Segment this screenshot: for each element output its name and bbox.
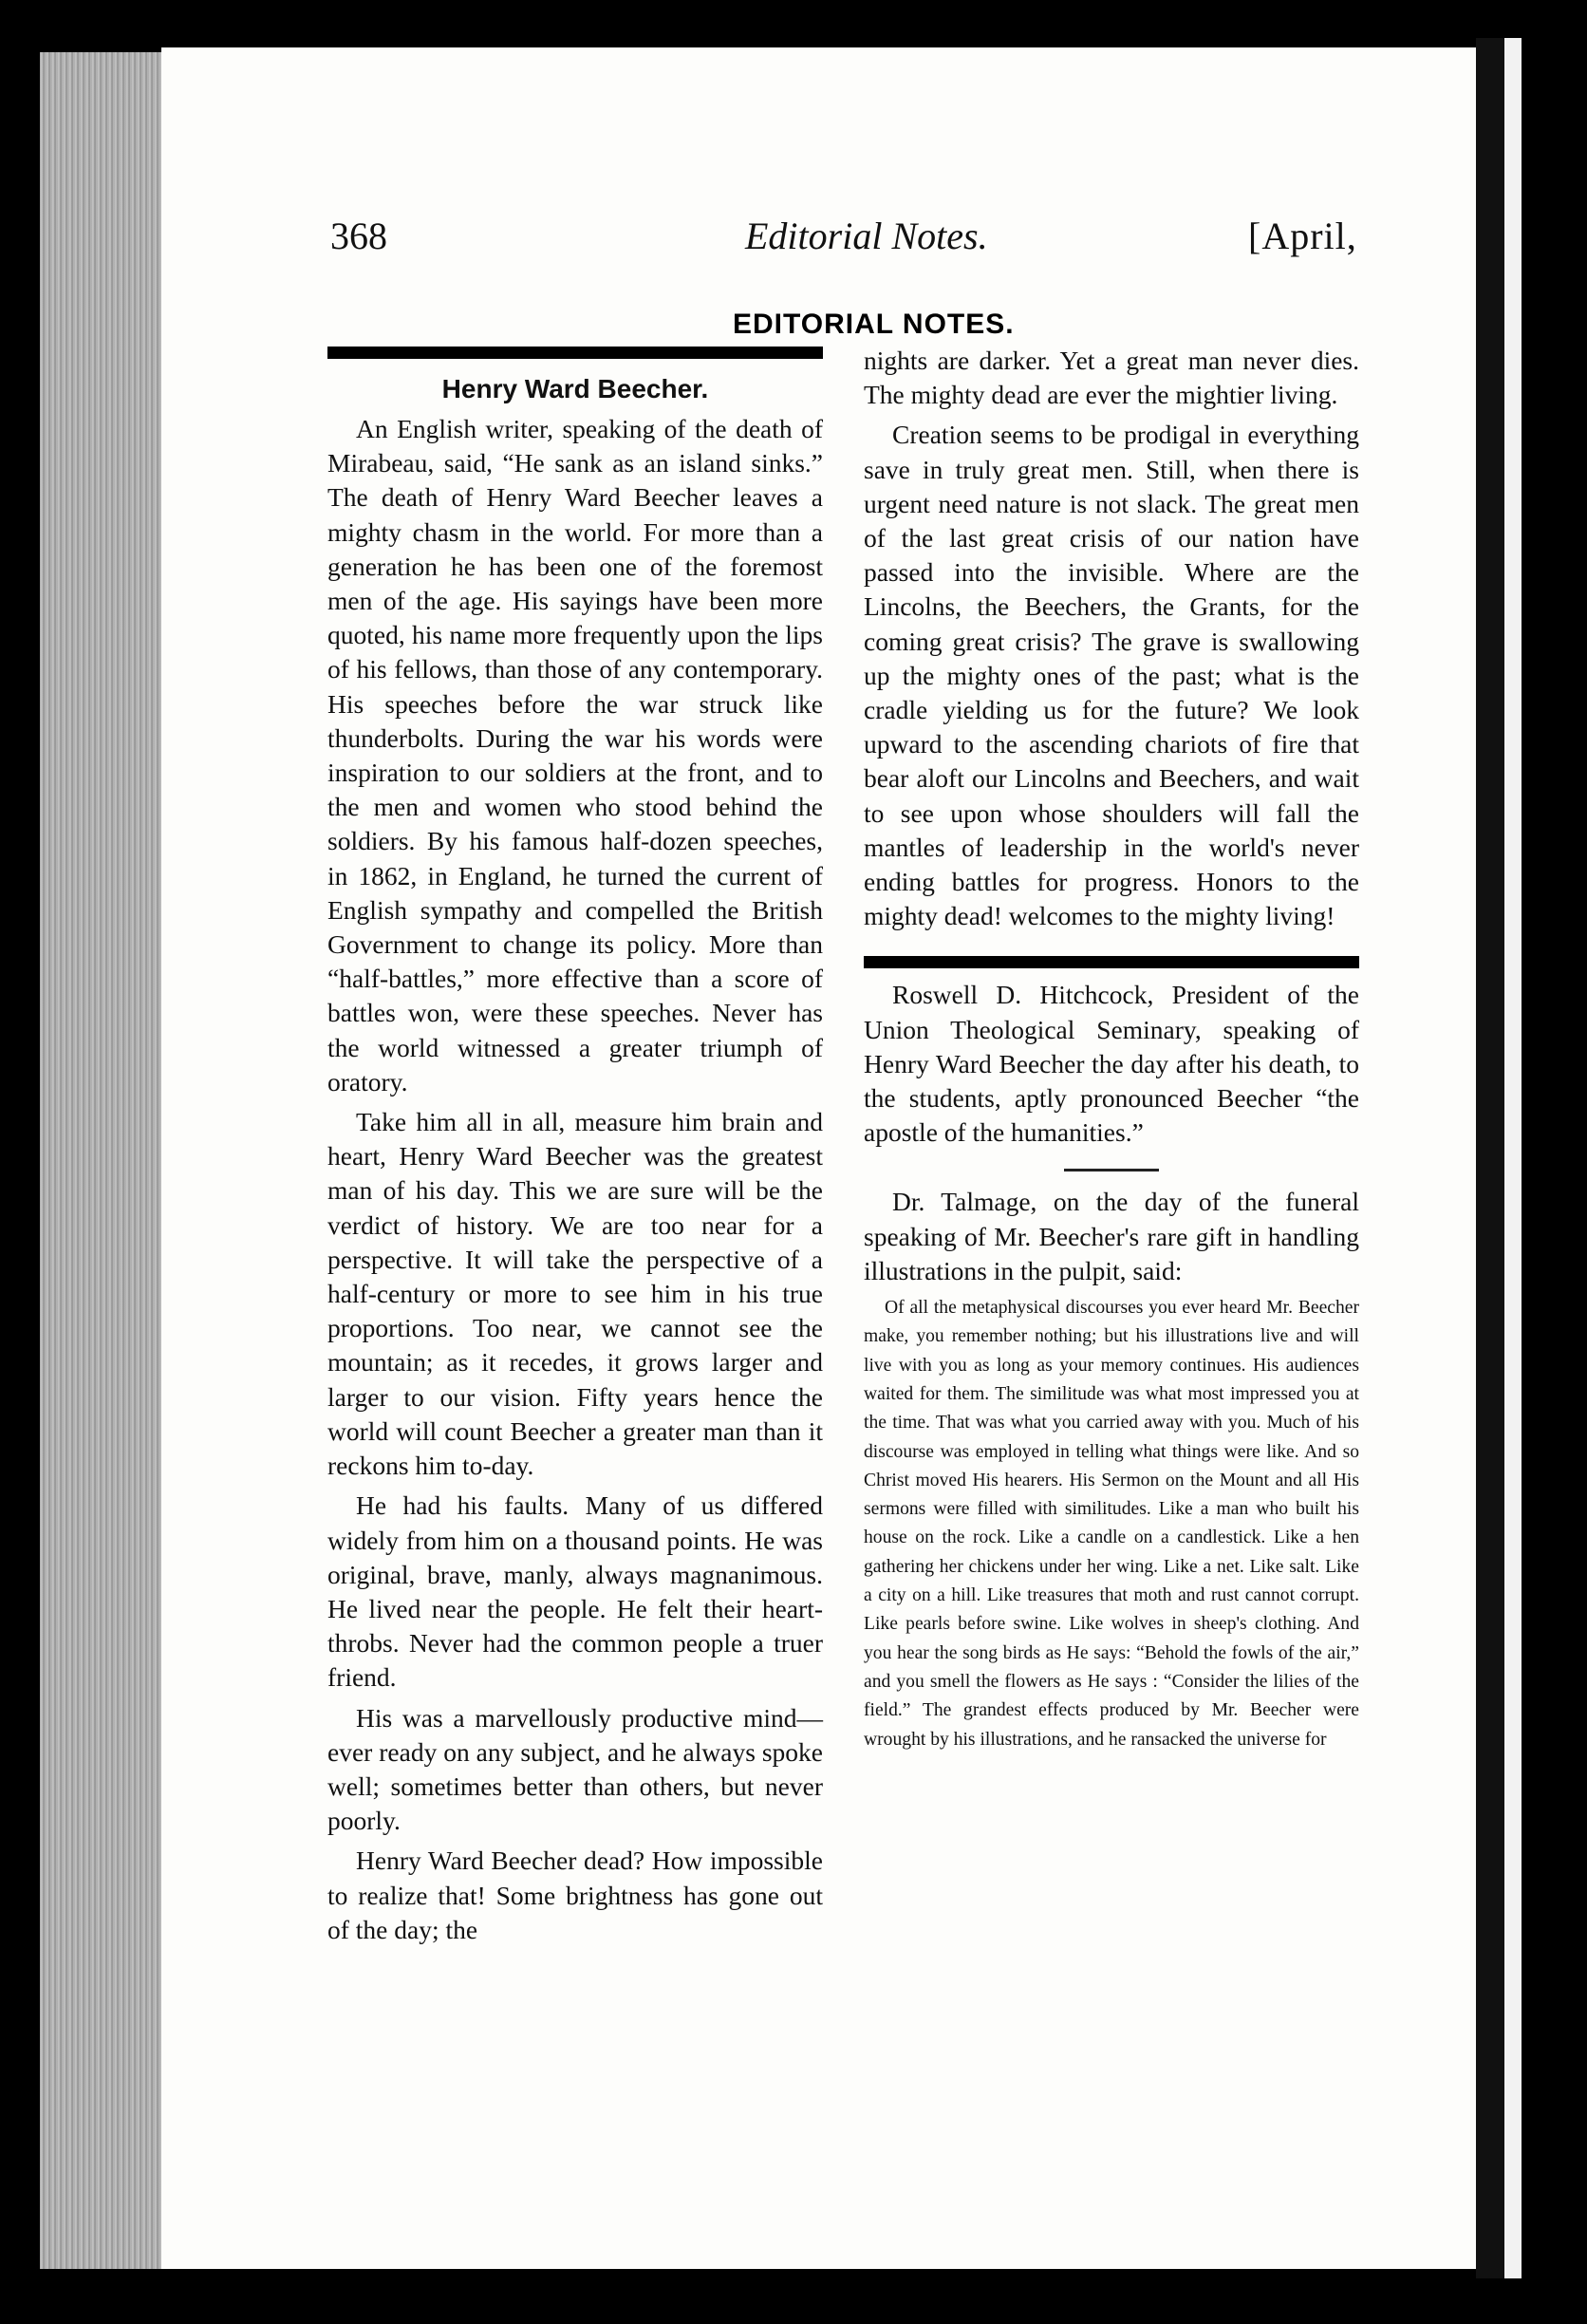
- short-rule: [1064, 1169, 1159, 1171]
- issue-month: [April,: [1248, 215, 1357, 257]
- facing-page-strip: [1504, 38, 1522, 2278]
- paragraph: He had his faults. Many of us differed widely from him on a thousand points. He was original, brave, manly, always magnanimous. He lived near the people. He felt their heart-throbs. Never had the common people a truer friend.: [327, 1490, 823, 1693]
- hitchcock-note: Roswell D. Hitchcock, President of the Union Theological Seminary, speaking of Henry Ward Beecher the day after his death, to the students, aptly pronounced Beecher “the apostle of the humanities.”: [864, 980, 1359, 1148]
- running-title: Editorial Notes.: [745, 215, 988, 257]
- section-title: EDITORIAL NOTES.: [733, 309, 1015, 340]
- binding-shadow: [1476, 38, 1504, 2278]
- talmage-intro: Dr. Talmage, on the day of the funeral speaking of Mr. Beecher's rare gift in handling illustrations in the pulpit, said:: [864, 1187, 1359, 1285]
- paragraph: An English writer, speaking of the death of Mirabeau, said, “He sank as an island sinks.” The death of Henry Ward Beecher leaves a mighty chasm in the world. For more than a generation he has been one of the foremost men of the age. His sayings have been more quoted, his name more frequently upon the lips of his fellows, than those of any contemporary. His speeches before the war struck like thunderbolts. During the war his words were inspiration to our soldiers at the front, and to the men and women who stood behind the soldiers. By his famous half-dozen speeches, in 1862, in England, he turned the current of English sympathy and compelled the British Government to change its policy. More than “half-battles,” more effective than a score of battles won, were these speeches. Never has the world witnessed a greater triumph of oratory.: [327, 414, 823, 1096]
- paragraph: Henry Ward Beecher dead? How impossible to realize that! Some brightness has gone out of the day; the: [327, 1846, 823, 1944]
- article-title: Henry Ward Beecher.: [441, 374, 709, 403]
- paragraph-continuation: nights are darker. Yet a great man never dies. The mighty dead are ever the mightier living.: [864, 346, 1359, 410]
- paragraph: Take him all in all, measure him brain and heart, Henry Ward Beecher was the greatest man of his day. This we are sure will be the verdict of history. We are too near for a perspective. It will take the perspective of a half-century or more to see him in his true proportions. Too near, we cannot see the mountain; as it recedes, it grows larger and larger to our vision. Fifty years hence the world will count Beecher a greater man than it reckons him to-day.: [327, 1107, 823, 1481]
- paragraph: Creation seems to be prodigal in everything save in truly great men. Still, when there is urgent need nature is not slack. The great men of the last great crisis of our nation have passed into the invisible. Where are the Lincolns, the Beechers, the Grants, for the coming great crisis? The grave is swallowing up the mighty ones of the past; what is the cradle yielding us for the future? We look upward to the ascending chariots of fire that bear aloft our Lincolns and Beechers, and wait to see upon whose shoulders will fall the mantles of leadership in the world's never ending battles for progress. Honors to the mighty dead! welcomes to the mighty living!: [864, 420, 1359, 931]
- talmage-quote: Of all the metaphysical discourses you ever heard Mr. Beecher make, you remember nothing; but his illustrations live and will live with you as long as your memory continues. His audiences waited for them. The similitude was what most impressed you at the time. That was what you carried away with you. Much of his discourse was employed in telling what things were like. And so Christ moved His hearers. His Sermon on the Mount and all His sermons were filled with similitudes. Like a man who built his house on the rock. Like a candle on a candlestick. Like a hen gathering her chickens under her wing. Like a net. Like salt. Like a city on a hill. Like treasures that moth and rust cannot corrupt. Like pearls before swine. Like wolves in sheep's clothing. And you hear the song birds as He says: “Behold the fowls of the air,” and you smell the flowers as He says : “Consider the lilies of the field.” The grandest effects produced by Mr. Beecher were wrought by his illustrations, and he ransacked the universe for: [864, 1298, 1359, 1750]
- page-number: 368: [330, 215, 387, 257]
- paragraph: His was a marvellously productive mind—ever ready on any subject, and he always spoke well; sometimes better than others, but never poorly.: [327, 1702, 823, 1836]
- left-column: [327, 347, 823, 1953]
- running-header: [0, 214, 1587, 271]
- heavy-rule: [864, 956, 1359, 968]
- heavy-rule: [327, 347, 823, 359]
- right-column: [864, 344, 1359, 1754]
